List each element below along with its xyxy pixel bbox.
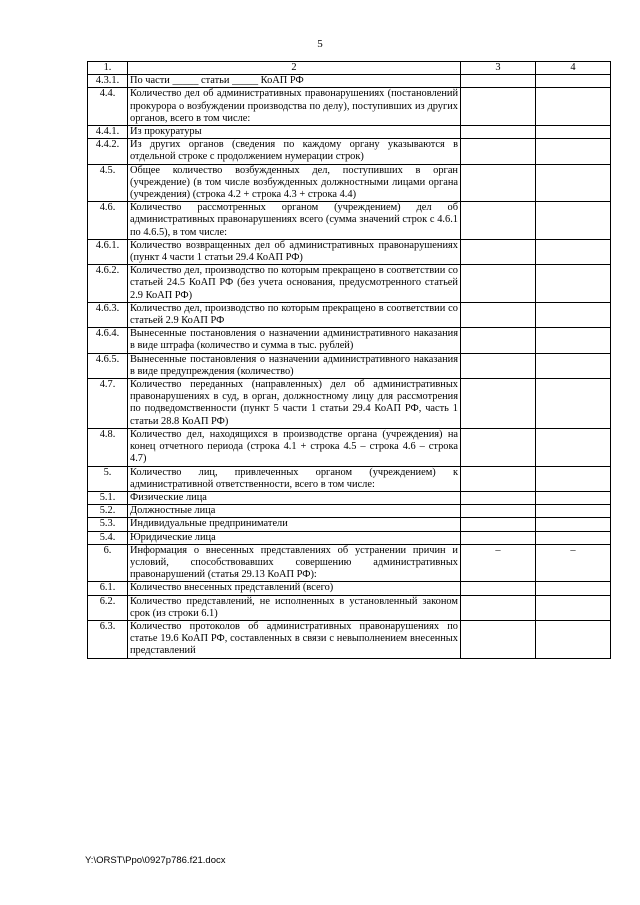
row-number: 4.4. xyxy=(88,88,128,126)
row-description: Количество возвращенных дел об административных правонарушениях (пункт 4 части 1 статьи 29.4 КоАП РФ) xyxy=(128,239,461,264)
row-value-col-3 xyxy=(461,353,536,378)
row-number: 4.6.2. xyxy=(88,265,128,303)
row-value-col-3 xyxy=(461,620,536,658)
row-value-col-3 xyxy=(461,582,536,595)
row-value-col-4 xyxy=(536,582,611,595)
row-description: Количество внесенных представлений (всего) xyxy=(128,582,461,595)
row-value-col-4 xyxy=(536,75,611,88)
row-value-col-3 xyxy=(461,164,536,202)
table-row xyxy=(88,518,611,531)
row-description: Количество переданных (направленных) дел об административных правонарушениях в суд, в орган, должностному лицу для рассмотрения по подведомственности (пункт 5 части 1 статьи 29.4 КоАП РФ, часть 1 статьи 28.8 КоАП РФ) xyxy=(128,379,461,429)
row-value-col-3 xyxy=(461,466,536,491)
table-row xyxy=(88,202,611,240)
row-value-col-3 xyxy=(461,379,536,429)
row-description: Вынесенные постановления о назначении административного наказания в виде штрафа (количество и сумма в тыс. рублей) xyxy=(128,328,461,353)
row-description: Количество дел, производство по которым прекращено в соответствии со статьей 2.9 КоАП РФ xyxy=(128,302,461,327)
table-row xyxy=(88,164,611,202)
row-value-col-3 xyxy=(461,202,536,240)
row-description: Индивидуальные предприниматели xyxy=(128,518,461,531)
table-row xyxy=(88,505,611,518)
row-value-col-4 xyxy=(536,595,611,620)
row-value-col-3 xyxy=(461,126,536,139)
row-value-col-3 xyxy=(461,265,536,303)
table-row xyxy=(88,353,611,378)
row-value-col-4 xyxy=(536,620,611,658)
table-row xyxy=(88,379,611,429)
header-col-2: 2 xyxy=(128,62,461,75)
table-row xyxy=(88,595,611,620)
header-col-3: 3 xyxy=(461,62,536,75)
report-table xyxy=(87,61,611,659)
row-value-col-4 xyxy=(536,202,611,240)
row-value-col-3 xyxy=(461,518,536,531)
table-row xyxy=(88,88,611,126)
table-row xyxy=(88,328,611,353)
row-value-col-3 xyxy=(461,75,536,88)
row-number: 4.3.1. xyxy=(88,75,128,88)
row-value-col-3 xyxy=(461,139,536,164)
row-value-col-3 xyxy=(461,88,536,126)
table-row xyxy=(88,544,611,582)
row-number: 4.7. xyxy=(88,379,128,429)
row-description: Количество представлений, не исполненных в установленный законом срок (из строки 6.1) xyxy=(128,595,461,620)
row-description: Количество протоколов об административных правонарушениях по статье 19.6 КоАП РФ, составленных в связи с невыполнением внесенных представлений xyxy=(128,620,461,658)
table-row xyxy=(88,582,611,595)
row-number: 4.4.1. xyxy=(88,126,128,139)
row-description: Из прокуратуры xyxy=(128,126,461,139)
table-header-row xyxy=(88,62,611,75)
header-col-4: 4 xyxy=(536,62,611,75)
table-row xyxy=(88,75,611,88)
table-row xyxy=(88,126,611,139)
row-value-col-4 xyxy=(536,531,611,544)
row-number: 4.6.3. xyxy=(88,302,128,327)
row-value-col-4 xyxy=(536,164,611,202)
row-description: Количество дел об административных правонарушениях (постановлений прокурора о возбуждении производства по делу), поступивших из других органов, всего в том числе: xyxy=(128,88,461,126)
table-row xyxy=(88,428,611,466)
file-path-footer: Y:\ORST\Ppo\0927p786.f21.docx xyxy=(85,855,226,866)
row-number: 5.3. xyxy=(88,518,128,531)
table-row xyxy=(88,466,611,491)
row-number: 5.1. xyxy=(88,491,128,504)
row-number: 4.6.4. xyxy=(88,328,128,353)
row-description: Вынесенные постановления о назначении административного наказания в виде предупреждения (количество) xyxy=(128,353,461,378)
row-description: Количество рассмотренных органом (учреждением) дел об административных правонарушениях всего (сумма значений строк с 4.6.1 по 4.6.5), в том числе: xyxy=(128,202,461,240)
row-description: Из других органов (сведения по каждому органу указываются в отдельной строке с продолжением нумерации строк) xyxy=(128,139,461,164)
row-number: 4.6.5. xyxy=(88,353,128,378)
row-value-col-4 xyxy=(536,518,611,531)
row-number: 6.3. xyxy=(88,620,128,658)
row-number: 4.4.2. xyxy=(88,139,128,164)
table-row xyxy=(88,139,611,164)
table-row xyxy=(88,531,611,544)
row-value-col-4: – xyxy=(536,544,611,582)
row-value-col-3 xyxy=(461,239,536,264)
page-number: 5 xyxy=(317,38,323,50)
row-value-col-3: – xyxy=(461,544,536,582)
row-value-col-4 xyxy=(536,353,611,378)
row-description: По части _____ статьи _____ КоАП РФ xyxy=(128,75,461,88)
table-row xyxy=(88,265,611,303)
row-value-col-3 xyxy=(461,595,536,620)
row-number: 4.8. xyxy=(88,428,128,466)
row-value-col-4 xyxy=(536,466,611,491)
row-number: 5. xyxy=(88,466,128,491)
row-value-col-4 xyxy=(536,126,611,139)
row-number: 4.6. xyxy=(88,202,128,240)
row-description: Должностные лица xyxy=(128,505,461,518)
row-value-col-3 xyxy=(461,491,536,504)
row-value-col-4 xyxy=(536,88,611,126)
row-description: Физические лица xyxy=(128,491,461,504)
row-description: Количество лиц, привлеченных органом (учреждением) к административной ответственности, всего в том числе: xyxy=(128,466,461,491)
row-value-col-4 xyxy=(536,265,611,303)
row-value-col-4 xyxy=(536,379,611,429)
row-number: 6. xyxy=(88,544,128,582)
row-number: 4.5. xyxy=(88,164,128,202)
header-col-1: 1. xyxy=(88,62,128,75)
table-row xyxy=(88,620,611,658)
row-value-col-4 xyxy=(536,302,611,327)
row-value-col-3 xyxy=(461,328,536,353)
row-number: 6.1. xyxy=(88,582,128,595)
row-value-col-4 xyxy=(536,139,611,164)
row-description: Информация о внесенных представлениях об устранении причин и условий, способствовавших совершению административных правонарушений (статья 29.13 КоАП РФ): xyxy=(128,544,461,582)
row-number: 6.2. xyxy=(88,595,128,620)
row-number: 4.6.1. xyxy=(88,239,128,264)
row-number: 5.2. xyxy=(88,505,128,518)
table-row xyxy=(88,491,611,504)
row-number: 5.4. xyxy=(88,531,128,544)
row-value-col-4 xyxy=(536,428,611,466)
row-value-col-4 xyxy=(536,491,611,504)
row-value-col-3 xyxy=(461,505,536,518)
row-value-col-4 xyxy=(536,505,611,518)
row-value-col-3 xyxy=(461,302,536,327)
row-value-col-3 xyxy=(461,428,536,466)
table-row xyxy=(88,239,611,264)
row-description: Юридические лица xyxy=(128,531,461,544)
table-row xyxy=(88,302,611,327)
row-value-col-4 xyxy=(536,239,611,264)
row-value-col-3 xyxy=(461,531,536,544)
row-description: Количество дел, находящихся в производстве органа (учреждения) на конец отчетного периода (строка 4.1 + строка 4.5 – строка 4.6 – строка 4.7) xyxy=(128,428,461,466)
row-description: Количество дел, производство по которым прекращено в соответствии со статьей 24.5 КоАП РФ (без учета основания, предусмотренного статьей 2.9 КоАП РФ) xyxy=(128,265,461,303)
row-description: Общее количество возбужденных дел, поступивших в орган (учреждение) (в том числе возбужденных должностными лицами органа (учреждения) (строка 4.2 + строка 4.3 + строка 4.4) xyxy=(128,164,461,202)
row-value-col-4 xyxy=(536,328,611,353)
